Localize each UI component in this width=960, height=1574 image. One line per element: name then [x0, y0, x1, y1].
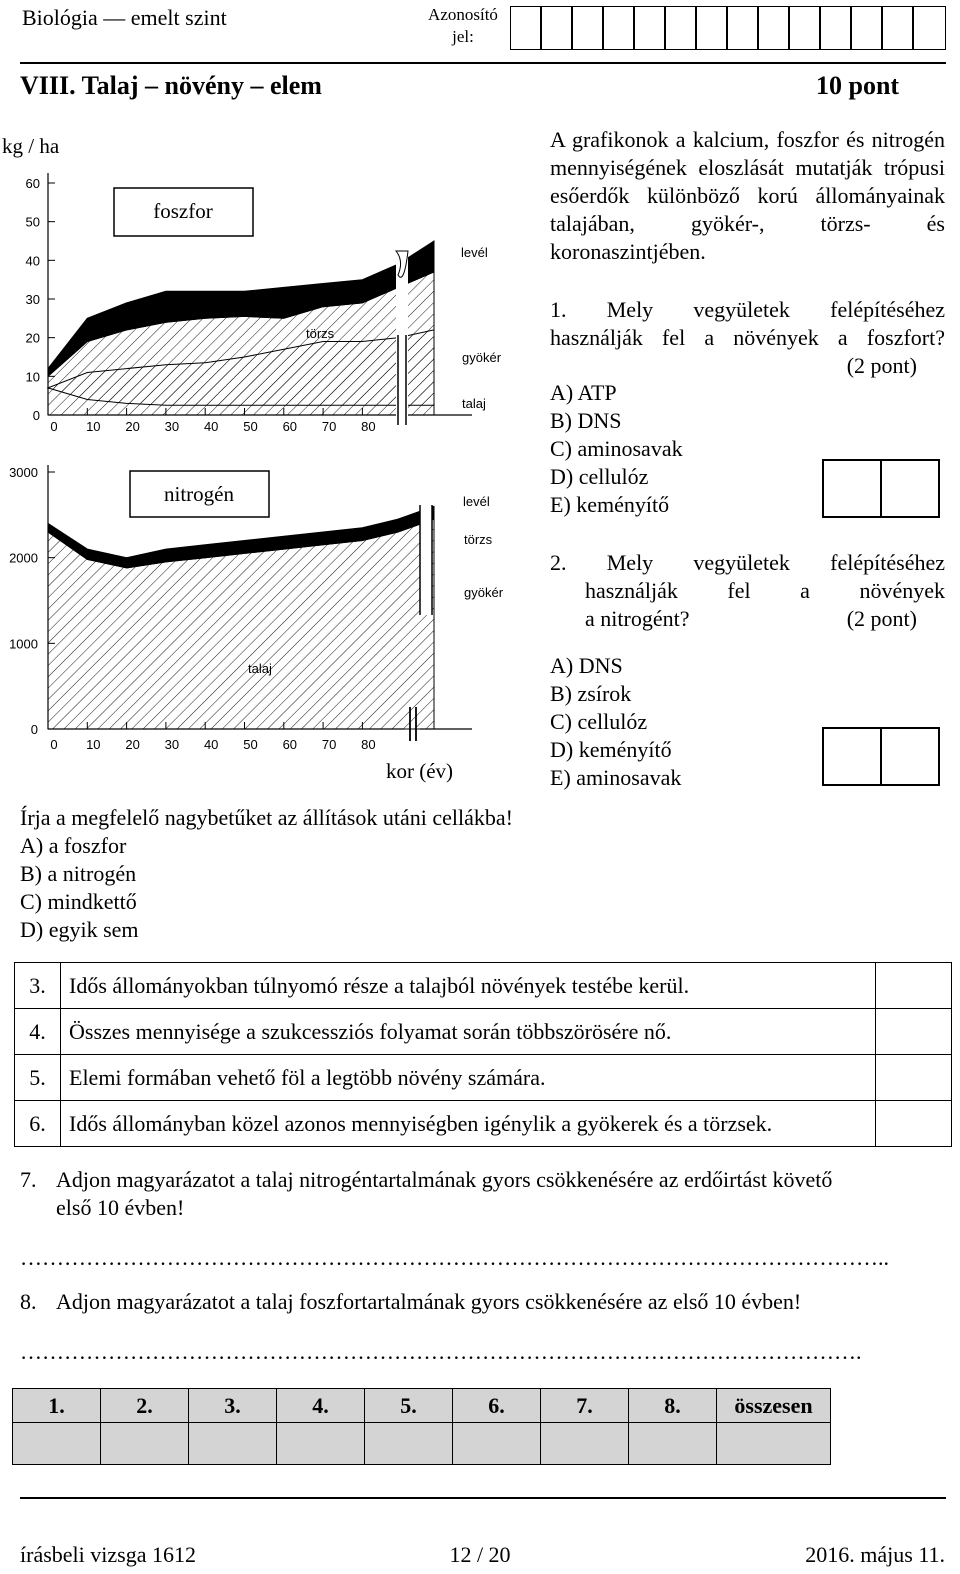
q1-points: (2 pont) [846, 353, 917, 378]
y-tick-label: 0 [30, 722, 38, 737]
choice-d: D) egyik sem [20, 917, 139, 942]
x-tick-label: 0 [50, 419, 58, 434]
y-tick-label: 3000 [9, 465, 38, 480]
score-cell[interactable] [541, 1423, 629, 1465]
q7-line1: Adjon magyarázatot a talaj nitrogéntartalmának gyors csökkenésére az erdőirtást követő [56, 1167, 833, 1192]
x-tick-label: 50 [243, 419, 258, 434]
question-2 [550, 549, 945, 633]
score-header-4: 4. [277, 1389, 365, 1423]
statement-answer-cell[interactable] [876, 1055, 952, 1101]
nitrogen-label-trunk: törzs [464, 532, 493, 547]
statement-answer-cell[interactable] [876, 1101, 952, 1147]
choice-b: B) a nitrogén [20, 861, 137, 886]
statement-answer-cell[interactable] [876, 1009, 952, 1055]
q1-answer-box-1[interactable] [822, 459, 882, 518]
choice-a: A) a foszfor [20, 833, 127, 858]
score-cell[interactable] [189, 1423, 277, 1465]
id-field[interactable] [510, 0, 946, 52]
section-title: VIII. Talaj – növény – elem [20, 71, 322, 100]
q1-line2: használják fel a növények a foszfort? [550, 325, 945, 350]
header-subject: Biológia — emelt szint [22, 5, 227, 30]
id-label-line2: jel: [452, 27, 474, 46]
q1-option-d: D) cellulóz [550, 464, 649, 489]
choice-c: C) mindkettő [20, 889, 137, 914]
nitrogen-label-root: gyökér [464, 585, 504, 600]
q8-text: Adjon magyarázatot a talaj foszfortartalmának gyors csökkenésére az első 10 évben! [56, 1289, 802, 1314]
phosphorus-label-trunk: törzs [306, 326, 335, 341]
x-tick-label: 40 [203, 419, 219, 434]
x-tick-label: 20 [125, 419, 140, 434]
x-tick-label: 70 [321, 419, 337, 434]
y-tick-label: 1000 [9, 636, 38, 652]
statement-answer-cell[interactable] [876, 963, 952, 1009]
score-cell[interactable] [277, 1423, 365, 1465]
statements-table [14, 962, 952, 1147]
score-header-5: 5. [365, 1389, 453, 1423]
q2-line3-row [550, 605, 945, 633]
q1-answer-box-2[interactable] [880, 459, 940, 518]
y-tick-label: 30 [25, 292, 40, 307]
x-tick-label: 70 [321, 737, 337, 752]
q1-option-b: B) DNS [550, 408, 622, 433]
score-header-8: 8. [629, 1389, 717, 1423]
statement-text: Idős állományban közel azonos mennyiségben igénylik a gyökerek és a törzsek. [61, 1101, 876, 1147]
x-tick-label: 80 [361, 419, 376, 434]
y-tick-label: 40 [25, 253, 40, 269]
y-tick-label: 60 [25, 176, 40, 191]
table-row [15, 1009, 952, 1055]
question-7 [56, 1166, 946, 1222]
x-axis-label: kor (év) [386, 759, 454, 783]
nitrogen-label-soil: talaj [248, 661, 272, 676]
q2-line1: 2. Mely vegyületek felépítéséhez [550, 550, 945, 575]
score-cell[interactable] [365, 1423, 453, 1465]
score-cell[interactable] [629, 1423, 717, 1465]
score-header-3: 3. [189, 1389, 277, 1423]
q7-number: 7. [20, 1167, 37, 1192]
score-header-2: 2. [101, 1389, 189, 1423]
x-tick-label: 30 [164, 419, 180, 434]
phosphorus-label-leaf: levél [461, 245, 488, 260]
choices-list [20, 832, 139, 944]
x-tick-label: 50 [243, 737, 258, 752]
phosphorus-title: foszfor [153, 199, 213, 223]
q2-option-d: D) keményítő [550, 737, 672, 762]
nitrogen-chart [9, 465, 504, 752]
statement-number: 6. [15, 1101, 61, 1147]
intro-text: A grafikonok a kalcium, foszfor és nitrogén mennyiségének eloszlását mutatják trópusi esőerdők különböző korú állományainak talajában, gyökér-, törzs- és koronaszintjében. [550, 127, 945, 264]
q2-option-b: B) zsírok [550, 681, 632, 706]
score-header-7: 7. [541, 1389, 629, 1423]
q1-options [550, 379, 683, 519]
statement-number: 4. [15, 1009, 61, 1055]
score-cell[interactable] [453, 1423, 541, 1465]
table-row [15, 1101, 952, 1147]
statement-number: 5. [15, 1055, 61, 1101]
nutrient-distribution-graph [0, 125, 540, 795]
x-tick-label: 0 [50, 737, 58, 752]
instruction: Írja a megfelelő nagybetűket az állítások utáni cellákba! [20, 805, 513, 830]
y-tick-label: 20 [25, 330, 40, 346]
x-tick-label: 40 [203, 737, 219, 752]
id-label-line1: Azonosító [428, 5, 498, 24]
x-tick-label: 10 [86, 419, 101, 434]
header-rule [20, 62, 946, 64]
q7-line2: első 10 évben! [56, 1195, 185, 1220]
score-header-total: összesen [717, 1389, 831, 1423]
x-tick-label: 30 [164, 737, 180, 752]
table-row [15, 1055, 952, 1101]
q8-number: 8. [20, 1289, 37, 1314]
footer-date: 2016. május 11. [805, 1542, 945, 1567]
score-header-1: 1. [13, 1389, 101, 1423]
score-cell[interactable] [101, 1423, 189, 1465]
score-table [12, 1388, 831, 1465]
y-axis-label: kg / ha [2, 134, 60, 158]
q8-answer-line[interactable]: ……………………………………………………………………………………………………. [20, 1339, 862, 1364]
q2-option-a: A) DNS [550, 653, 623, 678]
x-tick-label: 80 [361, 737, 376, 752]
score-cell[interactable] [717, 1423, 831, 1465]
q2-line2: használják fel a növények [585, 578, 945, 603]
score-cell[interactable] [13, 1423, 101, 1465]
statement-text: Elemi formában vehető föl a legtöbb növény számára. [61, 1055, 876, 1101]
q1-option-e: E) keményítő [550, 492, 670, 517]
nitrogen-label-leaf: levél [463, 494, 490, 509]
y-tick-label: 0 [32, 408, 40, 423]
q1-line1: 1. Mely vegyületek felépítéséhez [550, 297, 945, 322]
statement-text: Idős állományokban túlnyomó része a talajból növények testébe kerül. [61, 963, 876, 1009]
q1-option-c: C) aminosavak [550, 436, 683, 461]
phosphorus-label-soil: talaj [462, 396, 486, 411]
y-tick-label: 50 [25, 214, 40, 230]
q2-answer-box-1[interactable] [822, 727, 882, 786]
x-tick-label: 20 [125, 737, 140, 752]
x-tick-label: 60 [282, 737, 298, 752]
phosphorus-chart [26, 173, 502, 434]
score-header-6: 6. [453, 1389, 541, 1423]
y-tick-label: 10 [25, 369, 40, 385]
footer-left: írásbeli vizsga 1612 [20, 1542, 196, 1567]
x-tick-label: 60 [282, 419, 298, 434]
footer-page: 12 / 20 [449, 1542, 511, 1567]
q2-points: (2 pont) [846, 606, 917, 631]
question-1 [550, 296, 945, 380]
phosphorus-label-root: gyökér [462, 350, 502, 365]
nitrogen-title: nitrogén [164, 482, 234, 506]
q2-options [550, 652, 681, 792]
x-tick-label: 10 [86, 737, 101, 752]
statement-number: 3. [15, 963, 61, 1009]
q2-option-e: E) aminosavak [550, 765, 682, 790]
id-label [418, 4, 508, 48]
q7-answer-line[interactable]: ……………………………………………………………………………………………………….. [20, 1245, 889, 1270]
table-row [15, 963, 952, 1009]
q1-option-a: A) ATP [550, 380, 617, 405]
section-points: 10 pont [816, 71, 900, 100]
footer-rule [20, 1497, 946, 1499]
statement-text: Összes mennyisége a szukcessziós folyamat során többszörösére nő. [61, 1009, 876, 1055]
q2-option-c: C) cellulóz [550, 709, 648, 734]
q2-line3: a nitrogént? [585, 606, 690, 631]
y-tick-label: 2000 [9, 550, 38, 566]
q2-answer-box-2[interactable] [880, 727, 940, 786]
